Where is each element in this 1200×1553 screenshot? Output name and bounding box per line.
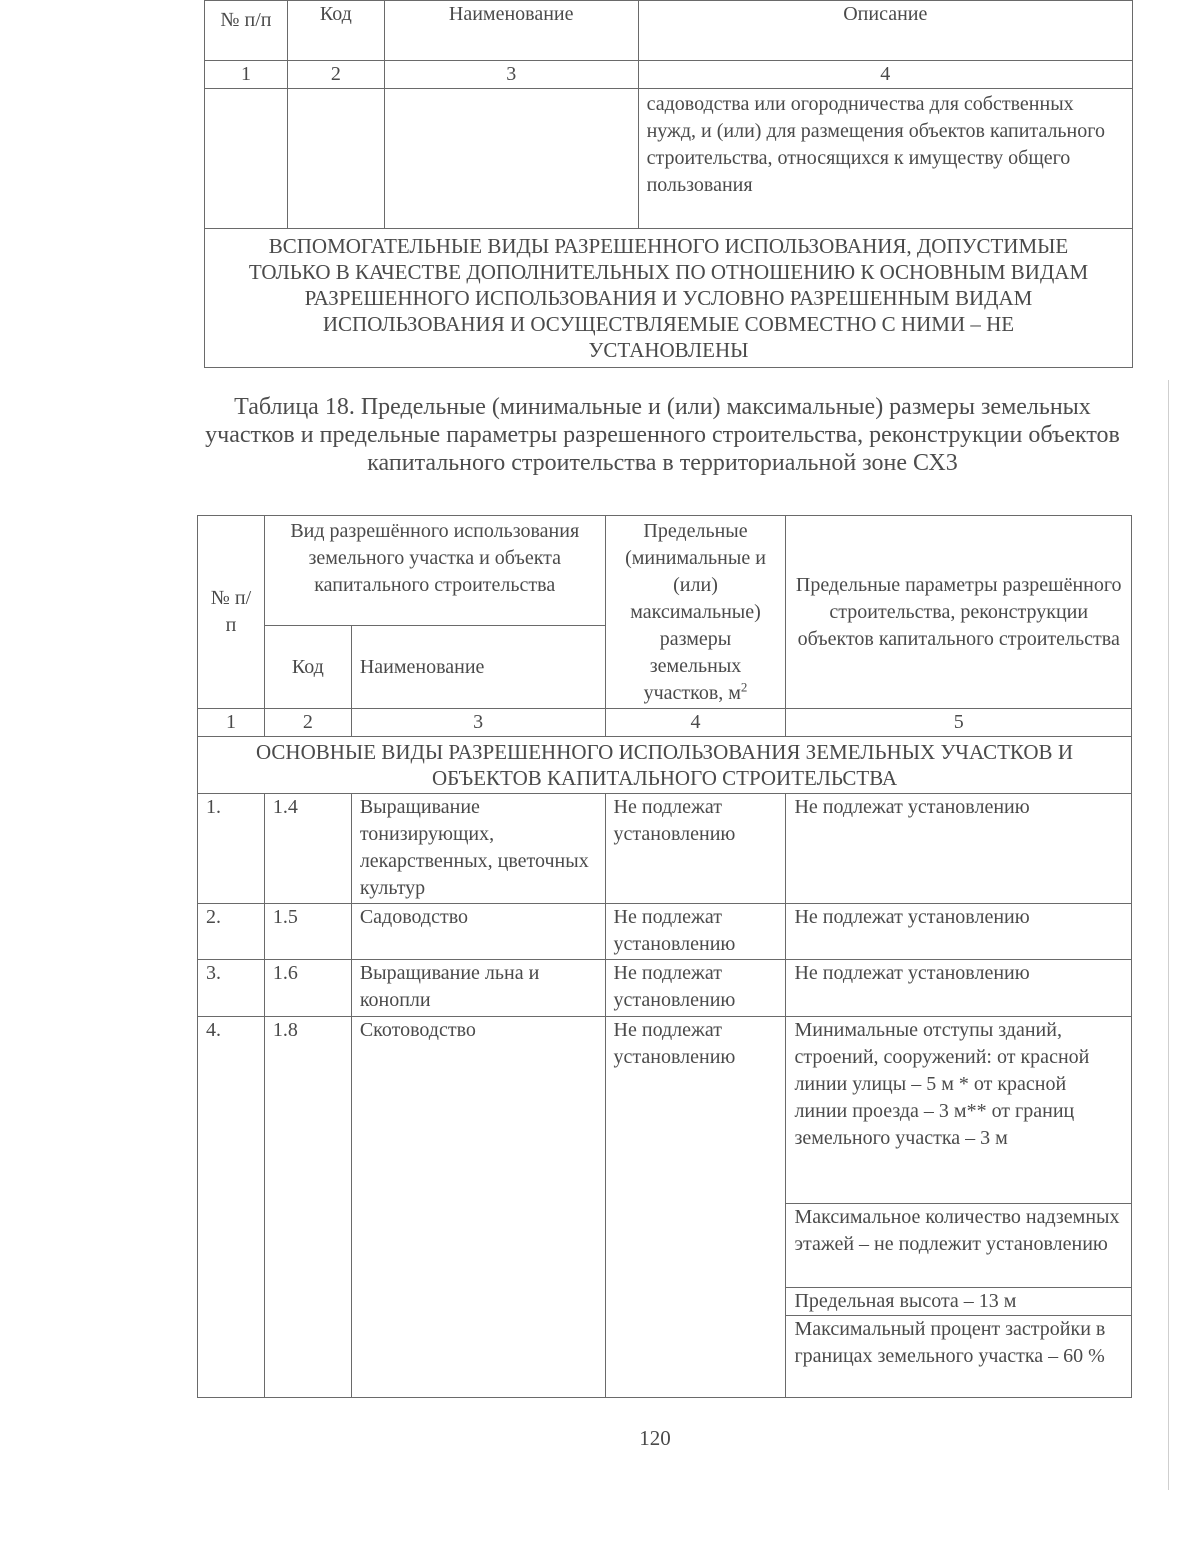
row-sizes: Не подлежат установлению: [605, 904, 786, 960]
scan-edge-line: [1168, 380, 1169, 1490]
main-section-heading: ОСНОВНЫЕ ВИДЫ РАЗРЕШЕННОГО ИСПОЛЬЗОВАНИЯ ЗЕМЕЛЬНЫХ УЧАСТКОВ И ОБЪЕКТОВ КАПИТАЛЬНОГО СТРОИТЕЛЬСТВА: [198, 737, 1132, 794]
table-row: [198, 1017, 1132, 1204]
row-name: Скотоводство: [351, 1017, 605, 1398]
table-row: [198, 960, 1132, 1017]
row-params-floors: Максимальное количество надземных этажей – не подлежит установлению: [786, 1204, 1132, 1288]
row-params: Не подлежат установлению: [786, 794, 1132, 904]
table-caption: Таблица 18. Предельные (минимальные и (или) максимальные) размеры земельных участков и предельные параметры разрешенного строительства, реконструкции объектов капитального строительства в территориальной зоне СХ3: [205, 394, 1120, 476]
colnum: 4: [605, 709, 786, 737]
top-table-colnum-row: [205, 61, 1133, 89]
colnum: 2: [287, 61, 384, 89]
row-params-height: Предельная высота – 13 м: [786, 1288, 1132, 1316]
top-table-header-row: [205, 1, 1133, 61]
table-header-row: [198, 516, 1132, 626]
row-code: 1.6: [264, 960, 351, 1017]
colnum: 3: [384, 61, 638, 89]
header-name: Наименование: [351, 626, 605, 709]
row-sizes: Не подлежат установлению: [605, 1017, 786, 1398]
row-num: 2.: [198, 904, 265, 960]
top-table: [204, 0, 1133, 368]
header-code: Код: [287, 1, 384, 61]
table-row: [198, 794, 1132, 904]
colnum: 1: [198, 709, 265, 737]
colnum: 5: [786, 709, 1132, 737]
row-sizes: Не подлежат установлению: [605, 960, 786, 1017]
colnum: 4: [638, 61, 1132, 89]
row-num: 1.: [198, 794, 265, 904]
table-row: [198, 904, 1132, 960]
colnum: 3: [351, 709, 605, 737]
row-params: Не подлежат установлению: [786, 904, 1132, 960]
auxiliary-section-heading: ВСПОМОГАТЕЛЬНЫЕ ВИДЫ РАЗРЕШЕННОГО ИСПОЛЬЗОВАНИЯ, ДОПУСТИМЫЕ ТОЛЬКО В КАЧЕСТВЕ ДОПОЛНИТЕЛЬНЫХ ПО ОТНОШЕНИЮ К ОСНОВНЫМ ВИДАМ РАЗРЕШЕННОГО ИСПОЛЬЗОВАНИЯ И УСЛОВНО РАЗРЕШЕННЫМ ВИДАМ ИСПОЛЬЗОВАНИЯ И ОСУЩЕСТВЛЯЕМЫЕ СОВМЕСТНО С НИМИ – НЕ УСТАНОВЛЕНЫ: [205, 229, 1133, 368]
table-row: [205, 89, 1133, 229]
colnum-row: [198, 709, 1132, 737]
table-18: [197, 515, 1132, 1398]
header-name: Наименование: [384, 1, 638, 61]
header-sizes: Предельные (минимальные и (или) максимальные) размеры земельных участков, $м^2$: [605, 516, 786, 709]
page-number: 120: [639, 1426, 671, 1450]
row-code: 1.8: [264, 1017, 351, 1398]
header-num: № п/п: [205, 1, 288, 61]
row-params-coverage: Максимальный процент застройки в границах земельного участка – 60 %: [786, 1316, 1132, 1398]
header-num: № п/п: [198, 516, 265, 709]
row-params-setbacks: Минимальные отступы зданий, строений, сооружений: от красной линии улицы – 5 м * от красной линии проезда – 3 м** от границ земельного участка – 3 м: [786, 1017, 1132, 1204]
row-code: 1.4: [264, 794, 351, 904]
row-name: Выращивание тонизирующих, лекарственных, цветочных культур: [351, 794, 605, 904]
row-code: 1.5: [264, 904, 351, 960]
header-use-kind: Вид разрешённого использования земельного участка и объекта капитального строительства: [264, 516, 605, 626]
main-section-row: [198, 737, 1132, 794]
row-params: Не подлежат установлению: [786, 960, 1132, 1017]
row-name: Садоводство: [351, 904, 605, 960]
row-description: садоводства или огородничества для собственных нужд, и (или) для размещения объектов капитального строительства, относящихся к имуществу общего пользования: [638, 89, 1132, 229]
row-name: Выращивание льна и конопли: [351, 960, 605, 1017]
colnum: 2: [264, 709, 351, 737]
header-description: Описание: [638, 1, 1132, 61]
auxiliary-section-row: [205, 229, 1133, 368]
header-code: Код: [264, 626, 351, 709]
row-num: 4.: [198, 1017, 265, 1398]
row-sizes: Не подлежат установлению: [605, 794, 786, 904]
header-params: Предельные параметры разрешённого строительства, реконструкции объектов капитального строительства: [786, 516, 1132, 709]
row-num: 3.: [198, 960, 265, 1017]
colnum: 1: [205, 61, 288, 89]
